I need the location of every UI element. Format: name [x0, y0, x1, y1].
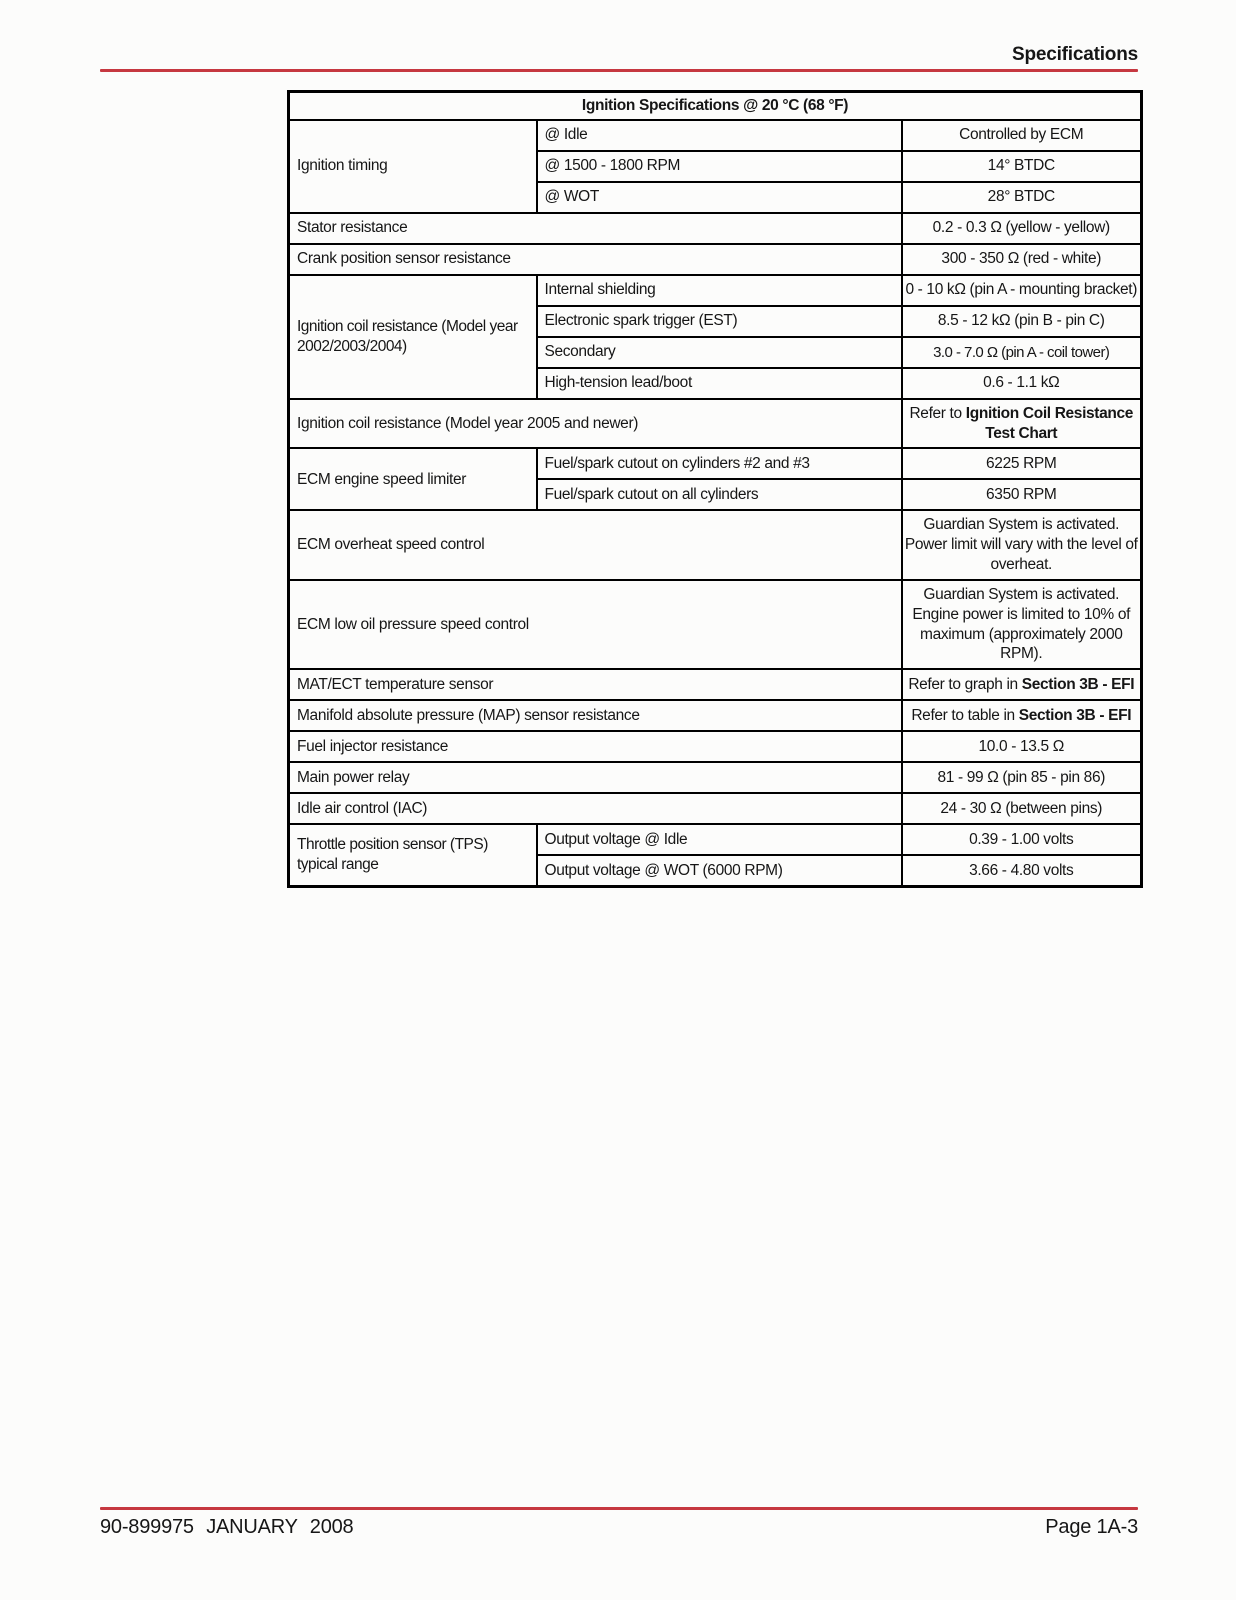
speed-limiter-label-cell: ECM engine speed limiter: [289, 448, 537, 510]
value-bold-text: Section 3B - EFI: [1018, 706, 1132, 724]
condition-cell: @ Idle: [537, 120, 902, 151]
label-cell: ECM overheat speed control: [289, 510, 902, 579]
value-cell: Guardian System is activated. Engine power is limited to 10% of maximum (approximately 2000 RPM).: [902, 580, 1142, 669]
row-fuel-injector: [289, 731, 1142, 762]
value-cell: 0 - 10 kΩ (pin A - mounting bracket): [902, 275, 1142, 306]
value-cell: [902, 700, 1142, 731]
condition-cell: Output voltage @ Idle: [537, 824, 902, 855]
label-cell: ECM low oil pressure speed control: [289, 580, 902, 669]
row-idle-air-control: [289, 793, 1142, 824]
condition-cell: Fuel/spark cutout on all cylinders: [537, 479, 902, 510]
value-text: Refer to: [909, 404, 966, 422]
value-bold-text: Section 3B - EFI: [1021, 675, 1135, 693]
value-cell: 6225 RPM: [902, 448, 1142, 479]
row-map-sensor: [289, 700, 1142, 731]
row-tps-idle: [289, 824, 1142, 855]
tps-label-cell: Throttle position sensor (TPS) typical range: [289, 824, 537, 887]
row-coil-2005: [289, 399, 1142, 449]
condition-cell: @ 1500 - 1800 RPM: [537, 151, 902, 182]
label-cell: Stator resistance: [289, 213, 902, 244]
value-cell: 3.66 - 4.80 volts: [902, 855, 1142, 887]
value-cell: Guardian System is activated. Power limit will vary with the level of overheat.: [902, 510, 1142, 579]
value-cell: 6350 RPM: [902, 479, 1142, 510]
condition-cell: Fuel/spark cutout on cylinders #2 and #3: [537, 448, 902, 479]
value-cell: 24 - 30 Ω (between pins): [902, 793, 1142, 824]
footer-rule: [100, 1507, 1138, 1510]
label-cell: Main power relay: [289, 762, 902, 793]
footer-doc-number: 90-899975 JANUARY 2008: [100, 1516, 354, 1538]
coil-2002-label-cell: Ignition coil resistance (Model year 2002/2003/2004): [289, 275, 537, 399]
condition-cell: Electronic spark trigger (EST): [537, 306, 902, 337]
row-speed-limiter-cyl23: [289, 448, 1142, 479]
value-cell: 300 - 350 Ω (red - white): [902, 244, 1142, 275]
value-cell: [902, 669, 1142, 700]
row-mat-ect-sensor: [289, 669, 1142, 700]
page-footer: [100, 1516, 1138, 1539]
ignition-specs-table: [287, 90, 1143, 888]
row-ignition-timing-idle: [289, 120, 1142, 151]
condition-cell: @ WOT: [537, 182, 902, 213]
table-title-row: [289, 92, 1142, 120]
label-cell: MAT/ECT temperature sensor: [289, 669, 902, 700]
header-rule: [100, 69, 1138, 72]
value-cell: 3.0 - 7.0 Ω (pin A - coil tower): [902, 337, 1142, 368]
value-cell: 0.6 - 1.1 kΩ: [902, 368, 1142, 399]
value-cell: 0.39 - 1.00 volts: [902, 824, 1142, 855]
value-cell: 10.0 - 13.5 Ω: [902, 731, 1142, 762]
value-cell: 14° BTDC: [902, 151, 1142, 182]
value-cell: 28° BTDC: [902, 182, 1142, 213]
label-cell: Manifold absolute pressure (MAP) sensor resistance: [289, 700, 902, 731]
ignition-timing-label-cell: Ignition timing: [289, 120, 537, 213]
condition-cell: Output voltage @ WOT (6000 RPM): [537, 855, 902, 887]
value-bold-text: Ignition Coil Resistance Test Chart: [965, 404, 1134, 442]
row-stator-resistance: [289, 213, 1142, 244]
row-coil-2002-internal-shielding: [289, 275, 1142, 306]
condition-cell: High-tension lead/boot: [537, 368, 902, 399]
value-cell: Controlled by ECM: [902, 120, 1142, 151]
table-title: Ignition Specifications @ 20 °C (68 °F): [289, 92, 1142, 120]
label-cell: Crank position sensor resistance: [289, 244, 902, 275]
value-text: Refer to graph in: [908, 675, 1022, 693]
row-main-power-relay: [289, 762, 1142, 793]
label-cell: Fuel injector resistance: [289, 731, 902, 762]
row-crank-position-sensor: [289, 244, 1142, 275]
value-text: Refer to table in: [911, 706, 1019, 724]
label-cell: Ignition coil resistance (Model year 2005 and newer): [289, 399, 902, 449]
condition-cell: Secondary: [537, 337, 902, 368]
condition-cell: Internal shielding: [537, 275, 902, 306]
page-title: Specifications: [1011, 44, 1138, 65]
value-cell: 81 - 99 Ω (pin 85 - pin 86): [902, 762, 1142, 793]
value-cell: 0.2 - 0.3 Ω (yellow - yellow): [902, 213, 1142, 244]
footer-page-number: Page 1A-3: [1045, 1516, 1138, 1538]
value-cell: 8.5 - 12 kΩ (pin B - pin C): [902, 306, 1142, 337]
value-cell: [902, 399, 1142, 449]
row-low-oil-pressure-speed-control: [289, 580, 1142, 669]
label-cell: Idle air control (IAC): [289, 793, 902, 824]
row-overheat-speed-control: [289, 510, 1142, 579]
ignition-specs-table-container: [287, 90, 1140, 888]
